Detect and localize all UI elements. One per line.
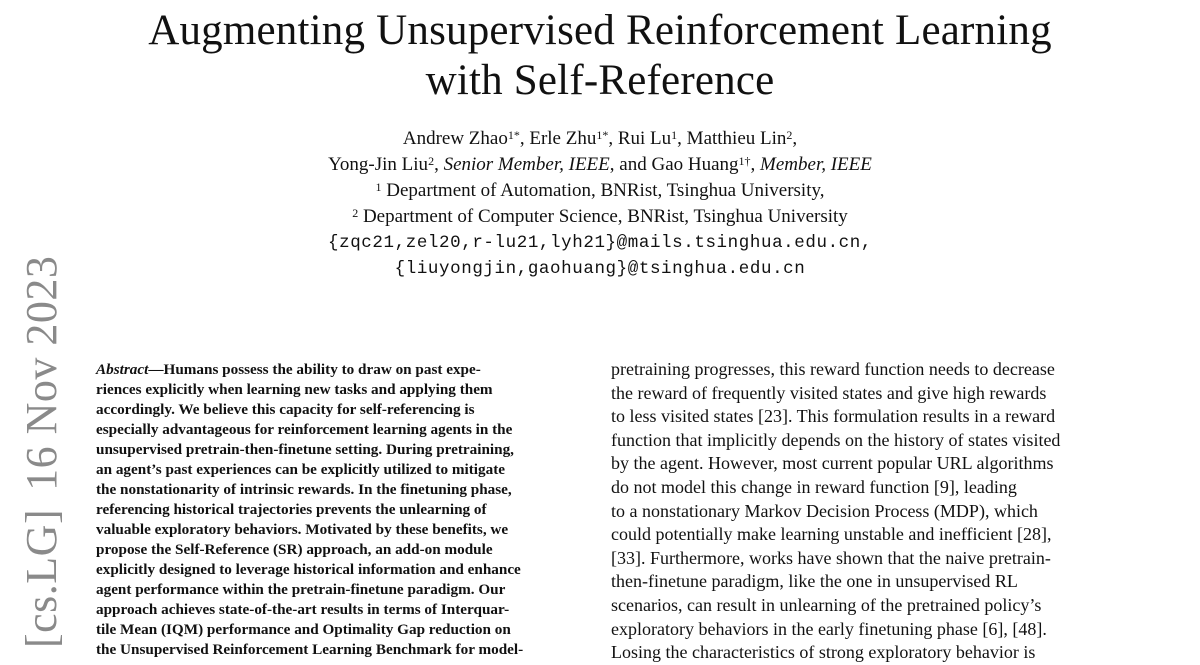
author-name: Rui Lu: [617, 128, 672, 149]
author-sup: 1: [671, 128, 678, 142]
abstract-line: propose the Self-Reference (SR) approach, an add-on module: [96, 541, 493, 558]
and-text: and: [619, 154, 647, 175]
author-sup: 2: [786, 128, 793, 142]
body-text-line: [33]. Furthermore, works have shown that the naive pretrain-: [611, 547, 1051, 568]
author-name: Matthieu Lin: [686, 128, 787, 149]
abstract-line: valuable exploratory behaviors. Motivated by these benefits, we: [96, 521, 509, 538]
author-block: [0, 126, 1200, 282]
body-text-line: to a nonstationary Markov Decision Process (MDP), which: [611, 500, 1038, 521]
abstract-line: tile Mean (IQM) performance and Optimality Gap reduction on: [96, 621, 511, 638]
abstract-line: unsupervised pretrain-then-finetune setting. During pretraining,: [96, 441, 514, 458]
abstract-line: an agent’s past experiences can be explicitly utilized to mitigate: [96, 461, 506, 478]
author-name: Andrew Zhao: [402, 128, 508, 149]
abstract-label: Abstract: [96, 361, 149, 378]
author-name: Yong-Jin Liu: [328, 154, 429, 175]
author-sup: 1*: [507, 128, 520, 142]
body-text-line: pretraining progresses, this reward function needs to decrease: [611, 359, 1055, 379]
arxiv-date: 16 Nov 2023: [17, 255, 66, 491]
author-sup: 1†: [738, 154, 751, 168]
title-line-1: Augmenting Unsupervised Reinforcement Learning: [148, 7, 1052, 54]
author-sup: 2: [428, 154, 435, 168]
email-line-1: {zqc21,zel20,r-lu21,lyh21}@mails.tsinghua.edu.cn,: [328, 233, 872, 253]
author-role: Senior Member, IEEE: [443, 154, 610, 175]
author-name: Gao Huang: [651, 154, 739, 175]
abstract-line: explicitly designed to leverage historical information and enhance: [96, 561, 521, 578]
body-text-line: function that implicitly depends on the history of states visited: [611, 429, 1061, 450]
abstract-section: [96, 360, 592, 660]
body-text-line: could potentially make learning unstable and inefficient [28],: [611, 524, 1052, 545]
author-role: Member, IEEE: [760, 154, 872, 175]
body-text-column: [611, 358, 1105, 665]
abstract-line: the Unsupervised Reinforcement Learning Benchmark for model-: [96, 641, 524, 658]
abstract-line: accordingly. We believe this capacity for self-referencing is: [96, 401, 475, 418]
abstract-line: the nonstationarity of intrinsic rewards. In the finetuning phase,: [96, 481, 512, 498]
author-line-2: Yong-Jin Liu$^2$, Senior Member, IEEE, and Gao Huang$^{1\dagger}$, Member, IEEE: [328, 154, 872, 175]
email-line-2: {liuyongjin,gaohuang}@tsinghua.edu.cn: [394, 259, 806, 279]
paper-title: [0, 6, 1200, 106]
affiliation-2: [0, 204, 1200, 230]
body-text-line: then-finetune paradigm, like the one in unsupervised RL: [611, 571, 1018, 592]
abstract-line: referencing historical trajectories prevents the unlearning of: [96, 501, 487, 518]
body-text-line: by the agent. However, most current popular URL algorithms: [611, 453, 1054, 474]
body-text-line: Losing the characteristics of strong exploratory behavior is: [611, 642, 1036, 663]
abstract-line: riences explicitly when learning new tasks and applying them: [96, 381, 493, 398]
author-line-1: Andrew Zhao$^{1*}$, Erle Zhu$^{1*}$, Rui Lu$^1$, Matthieu Lin$^2$,: [402, 128, 798, 149]
affiliation-sup: 1: [375, 180, 382, 194]
body-text-line: do not model this change in reward function [9], leading: [611, 476, 1017, 497]
abstract-line: approach achieves state-of-the-art results in terms of Interquar-: [96, 601, 510, 618]
author-sup: 1*: [596, 128, 609, 142]
body-text-line: the reward of frequently visited states and give high rewards: [611, 382, 1047, 403]
author-name: Erle Zhu: [529, 128, 597, 149]
abstract-line: agent performance within the pretrain-finetune paradigm. Our: [96, 581, 506, 598]
body-text-line: exploratory behaviors in the early finetuning phase [6], [48].: [611, 618, 1047, 639]
body-text-line: to less visited states [23]. This formulation results in a reward: [611, 406, 1056, 427]
affiliation-1: [0, 178, 1200, 204]
arxiv-stamp: [17, 255, 66, 648]
affiliation-sup: 2: [352, 206, 359, 220]
abstract-line: especially advantageous for reinforcement learning agents in the: [96, 421, 513, 438]
arxiv-category: [cs.LG]: [17, 508, 66, 648]
title-line-2: with Self-Reference: [425, 57, 775, 104]
affiliation-text: Department of Automation, BNRist, Tsinghua University,: [386, 180, 825, 201]
body-text-line: scenarios, can result in unlearning of the pretrained policy’s: [611, 594, 1042, 615]
abstract-line: Abstract—Humans possess the ability to draw on past expe-: [96, 361, 481, 378]
affiliation-text: Department of Computer Science, BNRist, Tsinghua University: [362, 206, 848, 227]
